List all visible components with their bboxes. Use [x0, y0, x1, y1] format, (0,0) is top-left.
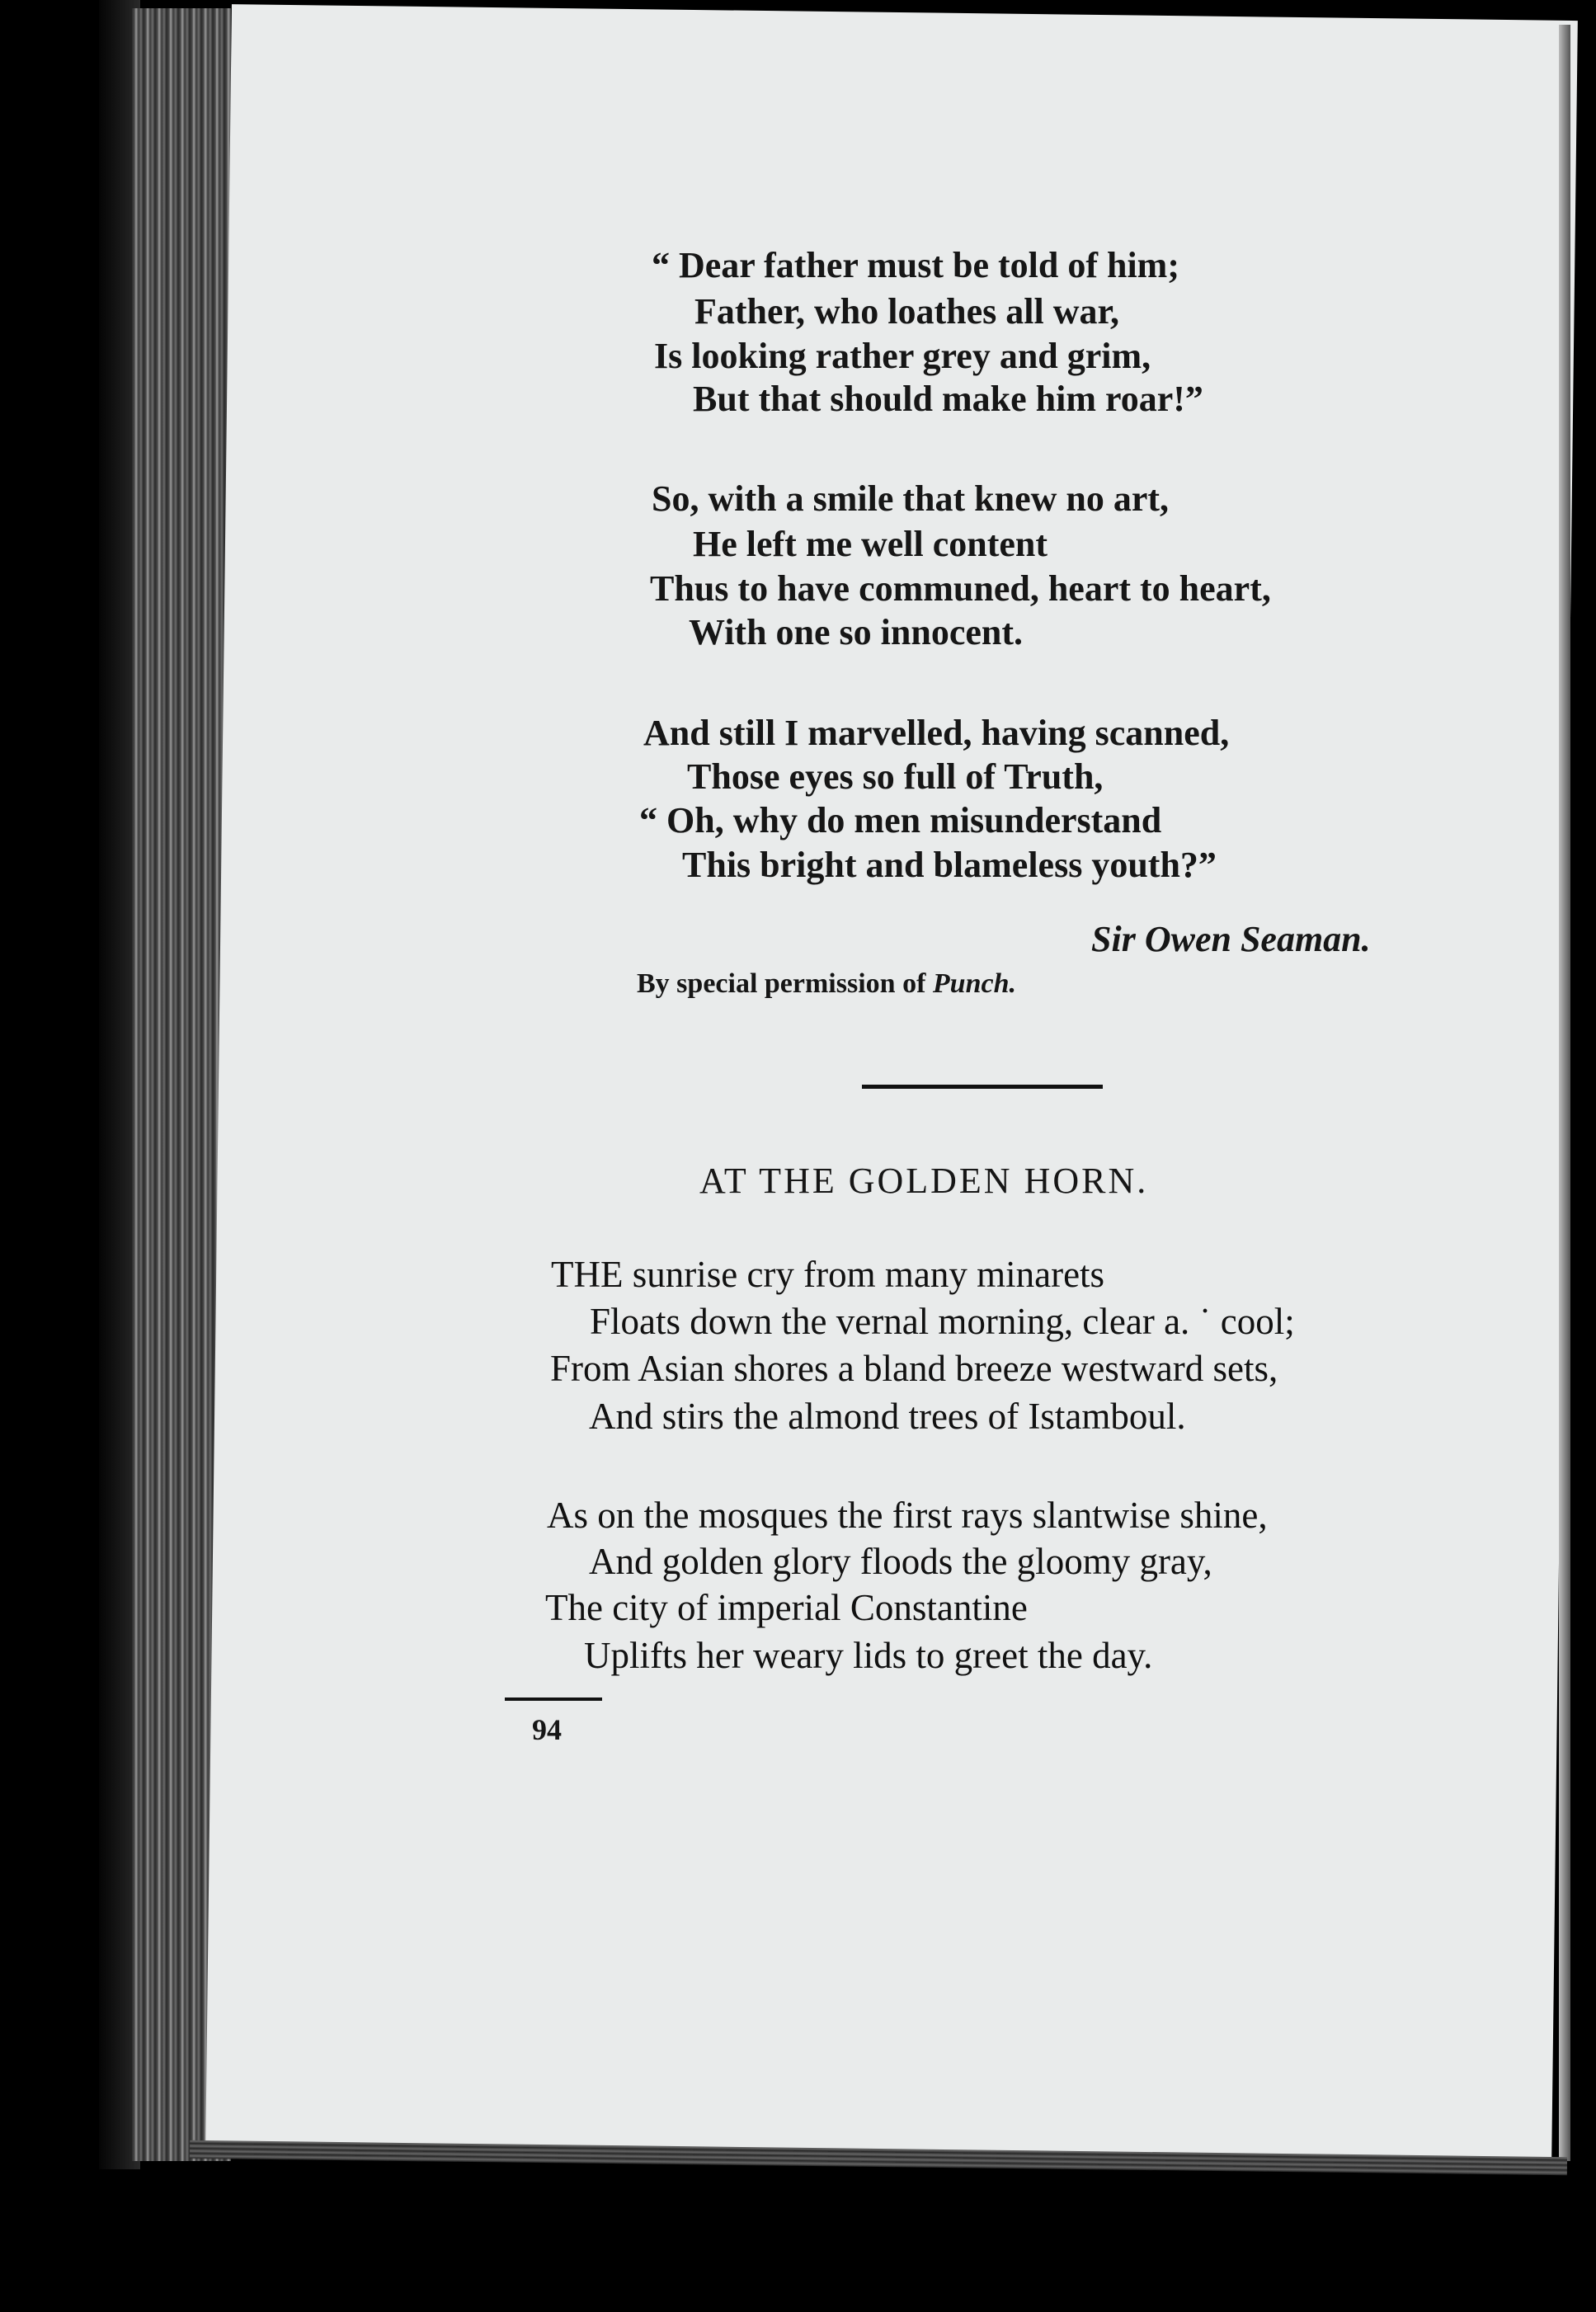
- page-right-edge: [1559, 25, 1570, 2161]
- section-divider: [862, 1085, 1103, 1089]
- poem1-line: But that should make him roar!”: [693, 379, 1203, 419]
- footer-rule: [505, 1698, 602, 1701]
- poem2-line: And golden glory floods the gloomy gray,: [589, 1541, 1212, 1582]
- poem1-line: Those eyes so full of Truth,: [687, 756, 1104, 797]
- poem1-line: This bright and blameless youth?”: [682, 845, 1217, 885]
- poem1-line: “ Dear father must be told of him;: [652, 245, 1179, 285]
- poem2-line: As on the mosques the first rays slantwise shine,: [547, 1495, 1268, 1536]
- poem2-line: THE sunrise cry from many minarets: [551, 1254, 1105, 1295]
- page-number: 94: [532, 1713, 562, 1746]
- poem1-line: Thus to have communed, heart to heart,: [650, 568, 1271, 609]
- permission-credit: [637, 962, 1016, 1006]
- permission-source: Punch.: [932, 968, 1016, 999]
- poem1-line: Is looking rather grey and grim,: [654, 336, 1151, 376]
- permission-prefix: By special permission of: [637, 968, 933, 999]
- poem2-line: From Asian shores a bland breeze westward sets,: [550, 1348, 1278, 1389]
- poem1-line: With one so innocent.: [689, 612, 1024, 652]
- poem2-line: Uplifts her weary lids to greet the day.: [584, 1635, 1153, 1676]
- poem1-line: And still I marvelled, having scanned,: [643, 713, 1230, 753]
- poem1-line: Father, who loathes all war,: [694, 291, 1119, 332]
- poem-attribution: Sir Owen Seaman.: [1091, 919, 1371, 959]
- poem2-line: Floats down the vernal morning, clear a. ˙ cool;: [590, 1301, 1295, 1342]
- poem1-line: “ Oh, why do men misunderstand: [639, 800, 1162, 841]
- poem-title: AT THE GOLDEN HORN.: [699, 1161, 1149, 1201]
- poem2-line: The city of imperial Constantine: [545, 1587, 1028, 1628]
- poem2-line: And stirs the almond trees of Istamboul.: [589, 1396, 1186, 1437]
- poem1-line: So, with a smile that knew no art,: [652, 478, 1170, 519]
- poem1-line: He left me well content: [693, 524, 1048, 564]
